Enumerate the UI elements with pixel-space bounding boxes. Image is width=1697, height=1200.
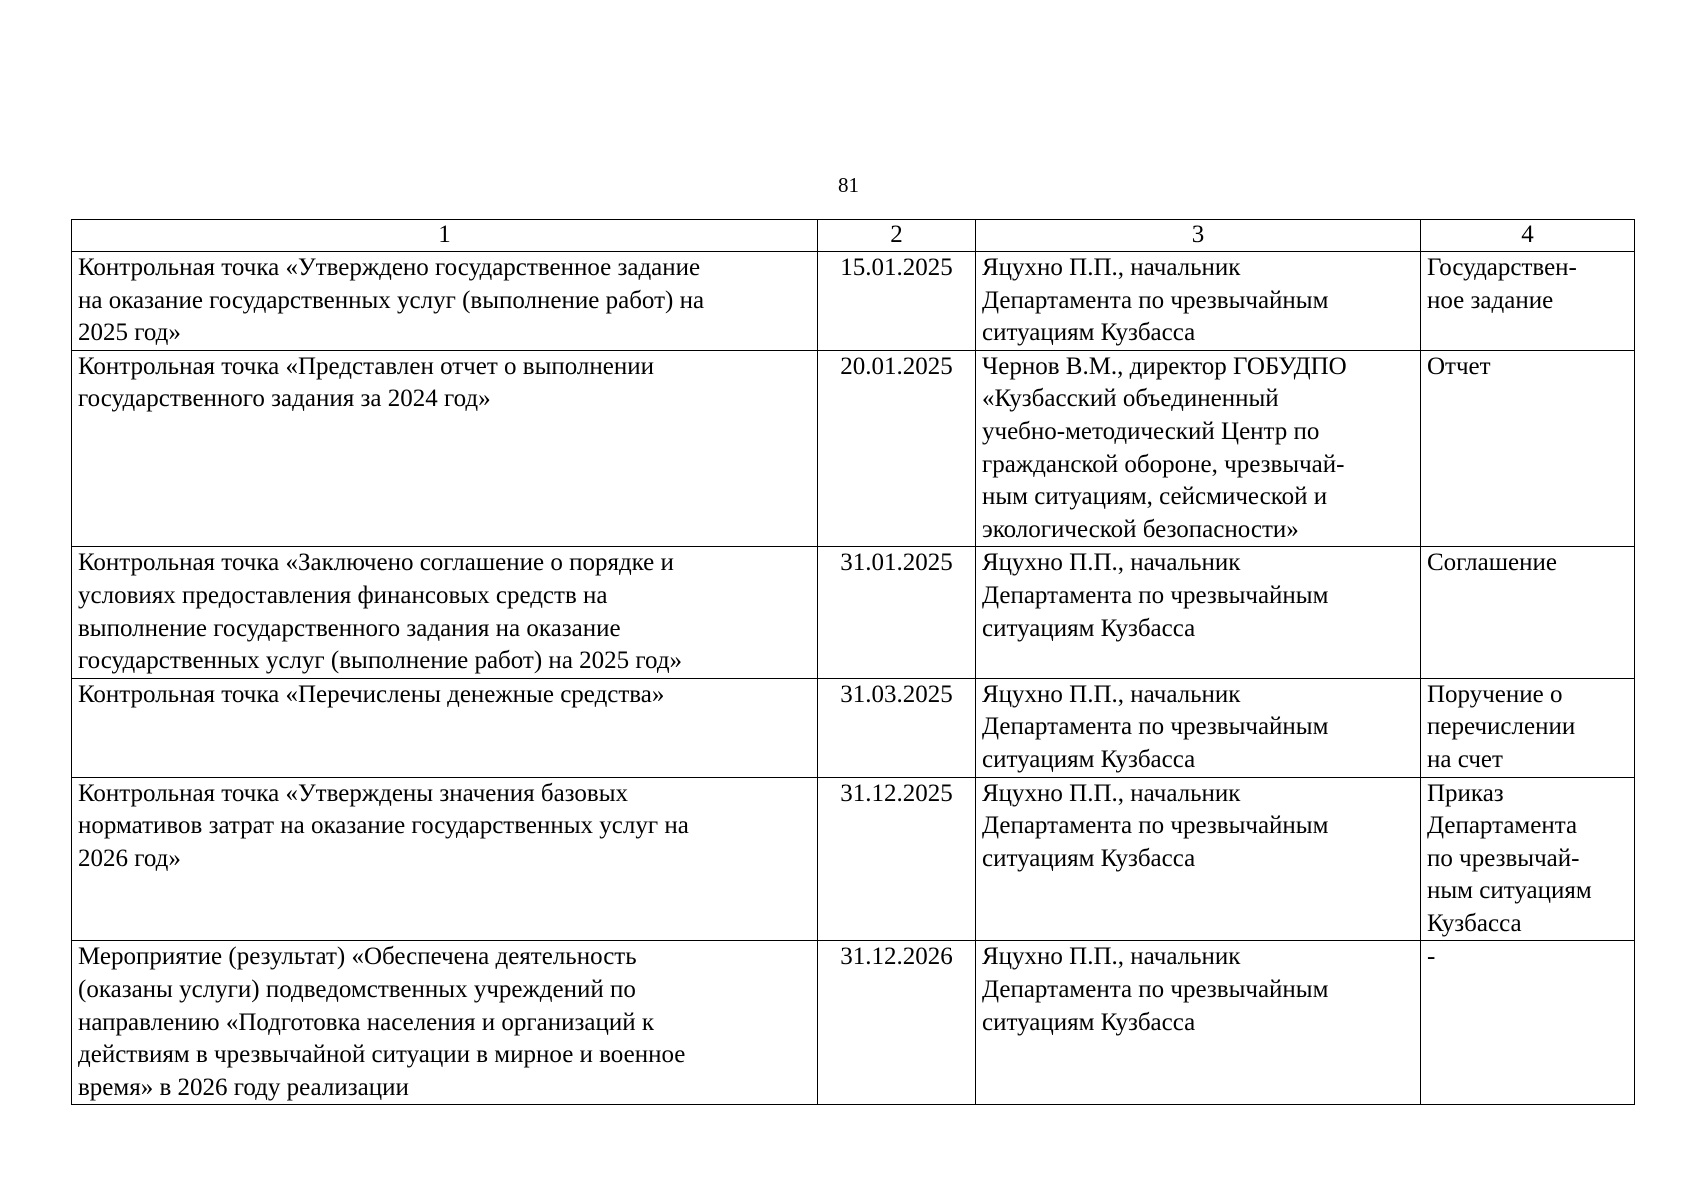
document-cell <box>1421 350 1635 547</box>
event-cell <box>72 350 818 547</box>
event-text: Контрольная точка «Утверждены значения базовых нормативов затрат на оказание государственных услуг на 2026 год» <box>78 779 689 872</box>
page-number: 81 <box>838 173 859 197</box>
responsible-text: Яцухно П.П., начальник Департамента по чрезвычайным ситуациям Кузбасса <box>982 779 1329 872</box>
table-row <box>72 777 1635 941</box>
document-text: Отчет <box>1427 352 1491 380</box>
document-text: - <box>1427 943 1436 971</box>
responsible-cell <box>976 547 1421 678</box>
document-cell <box>1421 777 1635 941</box>
plan-table <box>71 219 1635 1105</box>
responsible-text: Чернов В.М., директор ГОБУДПО «Кузбасский объединенный учебно-методический Центр по гражданской обороне, чрезвычай- ным ситуациям, сейсмической и экологической безопасности» <box>982 352 1347 543</box>
table-body <box>72 252 1635 1105</box>
date-cell: 20.01.2025 <box>818 350 976 547</box>
document-cell <box>1421 941 1635 1105</box>
table-row <box>72 678 1635 777</box>
event-text: Контрольная точка «Утверждено государственное задание на оказание государственных услуг (выполнение работ) на 2025 год» <box>78 254 705 347</box>
event-text: Контрольная точка «Представлен отчет о выполнении государственного задания за 2024 год» <box>78 352 655 413</box>
date-cell: 31.01.2025 <box>818 547 976 678</box>
table-row <box>72 547 1635 678</box>
table-row <box>72 252 1635 351</box>
document-cell <box>1421 547 1635 678</box>
document-text: Поручение о перечислении на счет <box>1427 680 1576 773</box>
document-cell <box>1421 252 1635 351</box>
event-cell <box>72 777 818 941</box>
column-header-3: 3 <box>976 220 1421 252</box>
document-cell <box>1421 678 1635 777</box>
responsible-cell <box>976 252 1421 351</box>
event-cell <box>72 547 818 678</box>
date-cell: 15.01.2025 <box>818 252 976 351</box>
table-row <box>72 941 1635 1105</box>
responsible-text: Яцухно П.П., начальник Департамента по чрезвычайным ситуациям Кузбасса <box>982 549 1329 642</box>
responsible-text: Яцухно П.П., начальник Департамента по чрезвычайным ситуациям Кузбасса <box>982 943 1329 1036</box>
responsible-text: Яцухно П.П., начальник Департамента по чрезвычайным ситуациям Кузбасса <box>982 680 1329 773</box>
event-text: Мероприятие (результат) «Обеспечена деятельность (оказаны услуги) подведомственных учреждений по направлению «Подготовка населения и организаций к действиям в чрезвычайной ситуации в мирное и военное время» в 2026 году реализации <box>78 943 686 1101</box>
event-cell <box>72 678 818 777</box>
responsible-cell <box>976 350 1421 547</box>
responsible-cell <box>976 678 1421 777</box>
responsible-cell <box>976 941 1421 1105</box>
event-text: Контрольная точка «Перечислены денежные средства» <box>78 680 665 708</box>
table-header <box>72 220 1635 252</box>
document-text: Государствен- ное задание <box>1427 254 1577 314</box>
column-header-4: 4 <box>1421 220 1635 252</box>
header-row <box>72 220 1635 252</box>
table-row <box>72 350 1635 547</box>
responsible-cell <box>976 777 1421 941</box>
column-header-2: 2 <box>818 220 976 252</box>
document-text: Приказ Департамента по чрезвычай- ным ситуациям Кузбасса <box>1427 779 1592 937</box>
column-header-1: 1 <box>72 220 818 252</box>
document-text: Соглашение <box>1427 549 1557 577</box>
event-text: Контрольная точка «Заключено соглашение о порядке и условиях предоставления финансовых средств на выполнение государственного задания на оказание государственных услуг (выполнение работ) на 2025 год» <box>78 549 683 675</box>
event-cell <box>72 941 818 1105</box>
date-cell: 31.03.2025 <box>818 678 976 777</box>
date-cell: 31.12.2025 <box>818 777 976 941</box>
responsible-text: Яцухно П.П., начальник Департамента по чрезвычайным ситуациям Кузбасса <box>982 254 1329 347</box>
date-cell: 31.12.2026 <box>818 941 976 1105</box>
event-cell <box>72 252 818 351</box>
